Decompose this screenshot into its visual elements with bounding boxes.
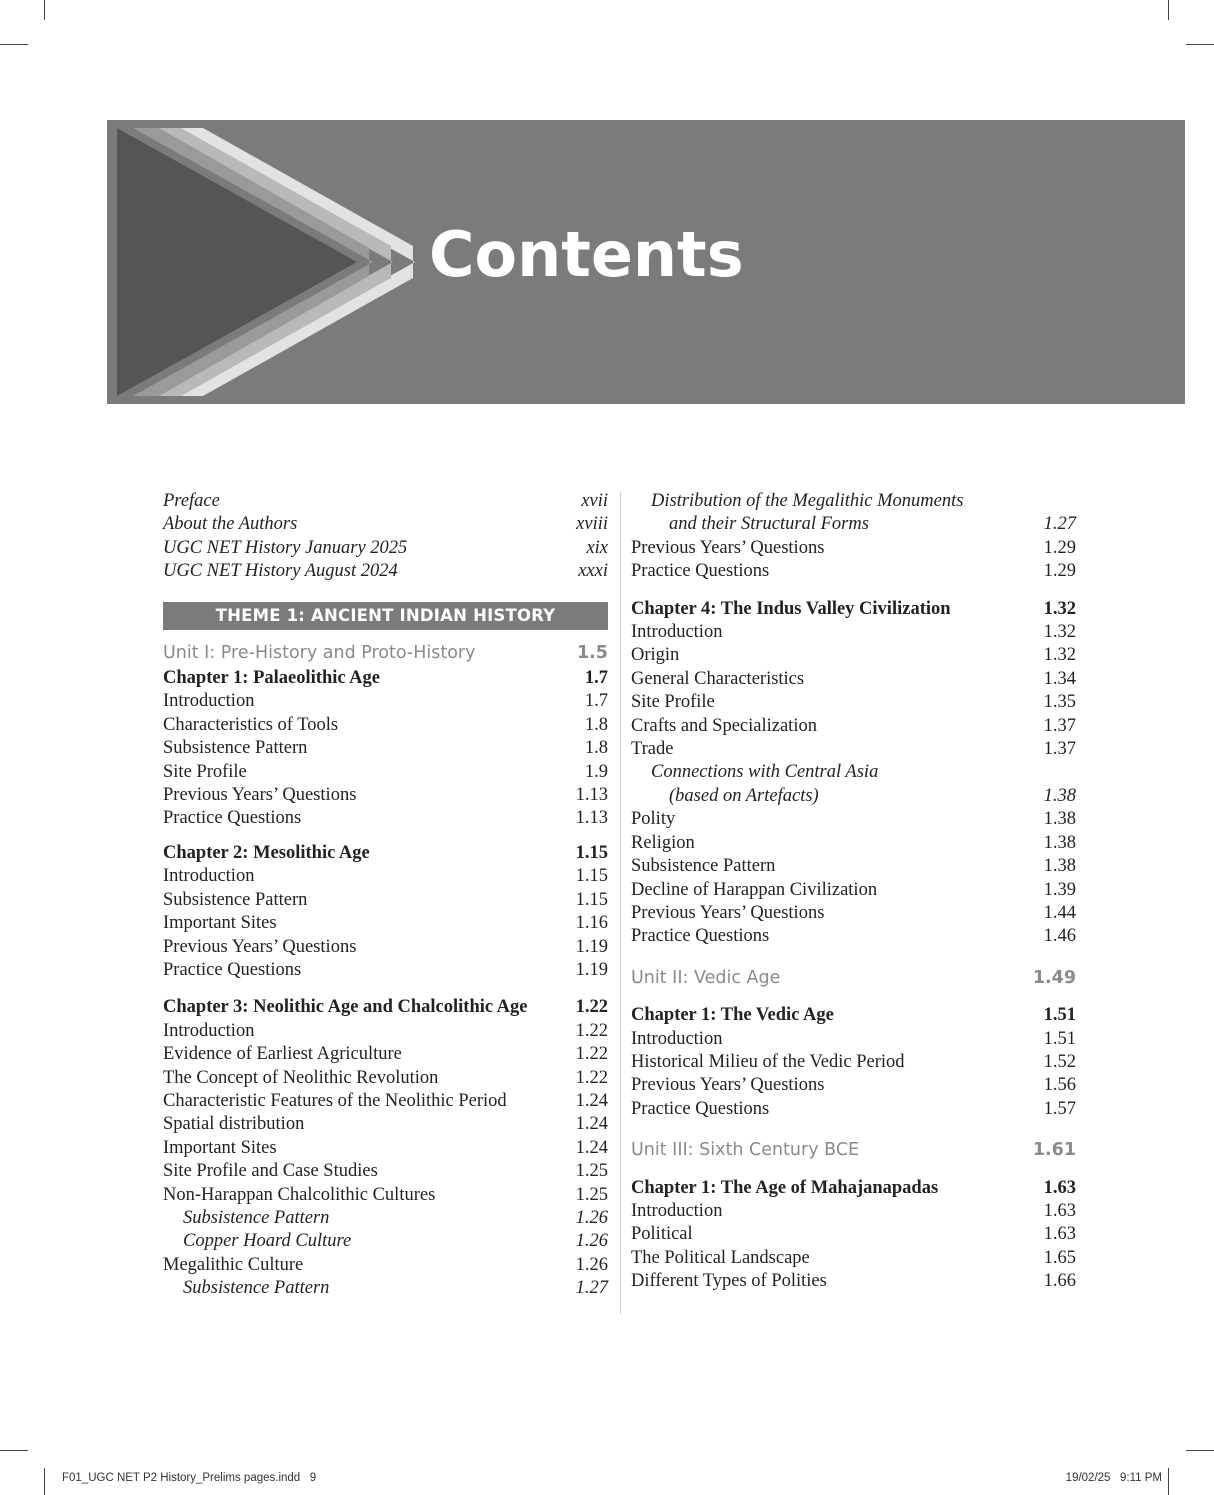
toc-entry[interactable]: Political 1.63: [631, 1224, 1076, 1245]
toc-entry[interactable]: Trade 1.37: [631, 739, 1076, 760]
toc-left-column: [163, 490, 608, 1301]
footer-timestamp: 19/02/25 9:11 PM: [1065, 1472, 1162, 1484]
unit-heading[interactable]: Unit II: Vedic Age 1.49: [631, 967, 1076, 988]
toc-subentry[interactable]: (based on Artefacts) 1.38: [669, 785, 1076, 806]
toc-entry[interactable]: Previous Years’ Questions 1.13: [163, 785, 608, 806]
toc-entry[interactable]: Introduction 1.7: [163, 691, 608, 712]
toc-entry[interactable]: Historical Milieu of the Vedic Period 1.52: [631, 1051, 1076, 1072]
unit-heading[interactable]: Unit III: Sixth Century BCE 1.61: [631, 1140, 1076, 1161]
toc-entry[interactable]: Important Sites 1.16: [163, 913, 608, 934]
toc-entry[interactable]: Practice Questions 1.19: [163, 959, 608, 980]
toc-entry[interactable]: Polity 1.38: [631, 809, 1076, 830]
chapter-heading[interactable]: Chapter 3: Neolithic Age and Chalcolithic Age 1.22: [163, 997, 608, 1018]
toc-entry[interactable]: The Concept of Neolithic Revolution 1.22: [163, 1067, 608, 1088]
toc-entry[interactable]: Previous Years’ Questions 1.19: [163, 936, 608, 957]
toc-entry[interactable]: Practice Questions 1.57: [631, 1098, 1076, 1119]
toc-subentry[interactable]: Connections with Central Asia: [651, 762, 879, 783]
toc-entry[interactable]: Characteristics of Tools 1.8: [163, 714, 608, 735]
toc-entry[interactable]: Previous Years’ Questions 1.56: [631, 1075, 1076, 1096]
crop-mark: [1186, 1450, 1214, 1451]
toc-entry[interactable]: Decline of Harappan Civilization 1.39: [631, 879, 1076, 900]
toc-subentry[interactable]: Subsistence Pattern 1.26: [183, 1207, 608, 1228]
toc-entry[interactable]: Preface xvii: [163, 491, 608, 511]
theme-heading: THEME 1: ANCIENT INDIAN HISTORY: [163, 602, 608, 630]
toc-entry[interactable]: Characteristic Features of the Neolithic Period 1.24: [163, 1090, 608, 1111]
toc-entry[interactable]: Practice Questions 1.46: [631, 926, 1076, 947]
toc-entry[interactable]: The Political Landscape 1.65: [631, 1247, 1076, 1268]
crop-mark: [1168, 1468, 1169, 1495]
toc-entry[interactable]: Evidence of Earliest Agriculture 1.22: [163, 1044, 608, 1065]
chapter-heading[interactable]: Chapter 2: Mesolithic Age 1.15: [163, 842, 608, 863]
toc-entry[interactable]: Introduction 1.22: [163, 1020, 608, 1041]
toc-entry[interactable]: Practice Questions 1.29: [631, 561, 1076, 582]
toc-entry[interactable]: UGC NET History August 2024 xxxi: [163, 561, 608, 582]
toc-subentry[interactable]: Distribution of the Megalithic Monuments: [651, 491, 964, 511]
footer-filename: F01_UGC NET P2 History_Prelims pages.indd 9: [62, 1472, 317, 1484]
toc-subentry[interactable]: Copper Hoard Culture 1.26: [183, 1231, 608, 1252]
toc-subentry[interactable]: and their Structural Forms 1.27: [669, 514, 1076, 535]
crop-mark: [44, 0, 45, 20]
toc-entry[interactable]: Previous Years’ Questions 1.29: [631, 537, 1076, 558]
chapter-heading[interactable]: Chapter 4: The Indus Valley Civilization 1.32: [631, 598, 1076, 619]
toc-entry[interactable]: Introduction 1.51: [631, 1028, 1076, 1049]
chapter-heading[interactable]: Chapter 1: Palaeolithic Age 1.7: [163, 668, 608, 689]
column-divider: [620, 492, 621, 1314]
toc-entry[interactable]: Site Profile 1.9: [163, 761, 608, 782]
toc-entry[interactable]: Subsistence Pattern 1.15: [163, 889, 608, 910]
toc-entry[interactable]: Important Sites 1.24: [163, 1137, 608, 1158]
crop-mark: [1168, 0, 1169, 20]
toc-right-column: [631, 490, 1076, 1294]
toc-entry[interactable]: Introduction 1.63: [631, 1200, 1076, 1221]
toc-entry[interactable]: Introduction 1.15: [163, 866, 608, 887]
toc-entry[interactable]: Religion 1.38: [631, 832, 1076, 853]
toc-entry[interactable]: Site Profile and Case Studies 1.25: [163, 1161, 608, 1182]
toc-entry[interactable]: Megalithic Culture 1.26: [163, 1254, 608, 1275]
crop-mark: [1186, 44, 1214, 45]
toc-entry[interactable]: Crafts and Specialization 1.37: [631, 715, 1076, 736]
toc-entry[interactable]: General Characteristics 1.34: [631, 668, 1076, 689]
toc-entry[interactable]: UGC NET History January 2025 xix: [163, 537, 608, 558]
crop-mark: [0, 1450, 28, 1451]
chapter-heading[interactable]: Chapter 1: The Age of Mahajanapadas 1.63: [631, 1177, 1076, 1198]
toc-entry[interactable]: Subsistence Pattern 1.38: [631, 856, 1076, 877]
unit-heading[interactable]: Unit I: Pre-History and Proto-History 1.5: [163, 642, 608, 663]
toc-entry[interactable]: Non-Harappan Chalcolithic Cultures 1.25: [163, 1184, 608, 1205]
contents-banner: [107, 120, 1185, 404]
toc-entry[interactable]: Site Profile 1.35: [631, 692, 1076, 713]
toc-entry[interactable]: Spatial distribution 1.24: [163, 1114, 608, 1135]
toc-subentry[interactable]: Subsistence Pattern 1.27: [183, 1278, 608, 1299]
page-title: Contents: [429, 218, 744, 291]
toc-entry[interactable]: Practice Questions 1.13: [163, 808, 608, 829]
toc-entry[interactable]: Different Types of Polities 1.66: [631, 1271, 1076, 1292]
toc-entry[interactable]: Origin 1.32: [631, 645, 1076, 666]
crop-mark: [44, 1468, 45, 1495]
chevron-arrow-icon: [107, 120, 437, 404]
toc-entry[interactable]: About the Authors xviii: [163, 514, 608, 535]
toc-entry[interactable]: Introduction 1.32: [631, 622, 1076, 643]
crop-mark: [0, 44, 28, 45]
chapter-heading[interactable]: Chapter 1: The Vedic Age 1.51: [631, 1005, 1076, 1026]
toc-entry[interactable]: Subsistence Pattern 1.8: [163, 738, 608, 759]
toc-entry[interactable]: Previous Years’ Questions 1.44: [631, 902, 1076, 923]
